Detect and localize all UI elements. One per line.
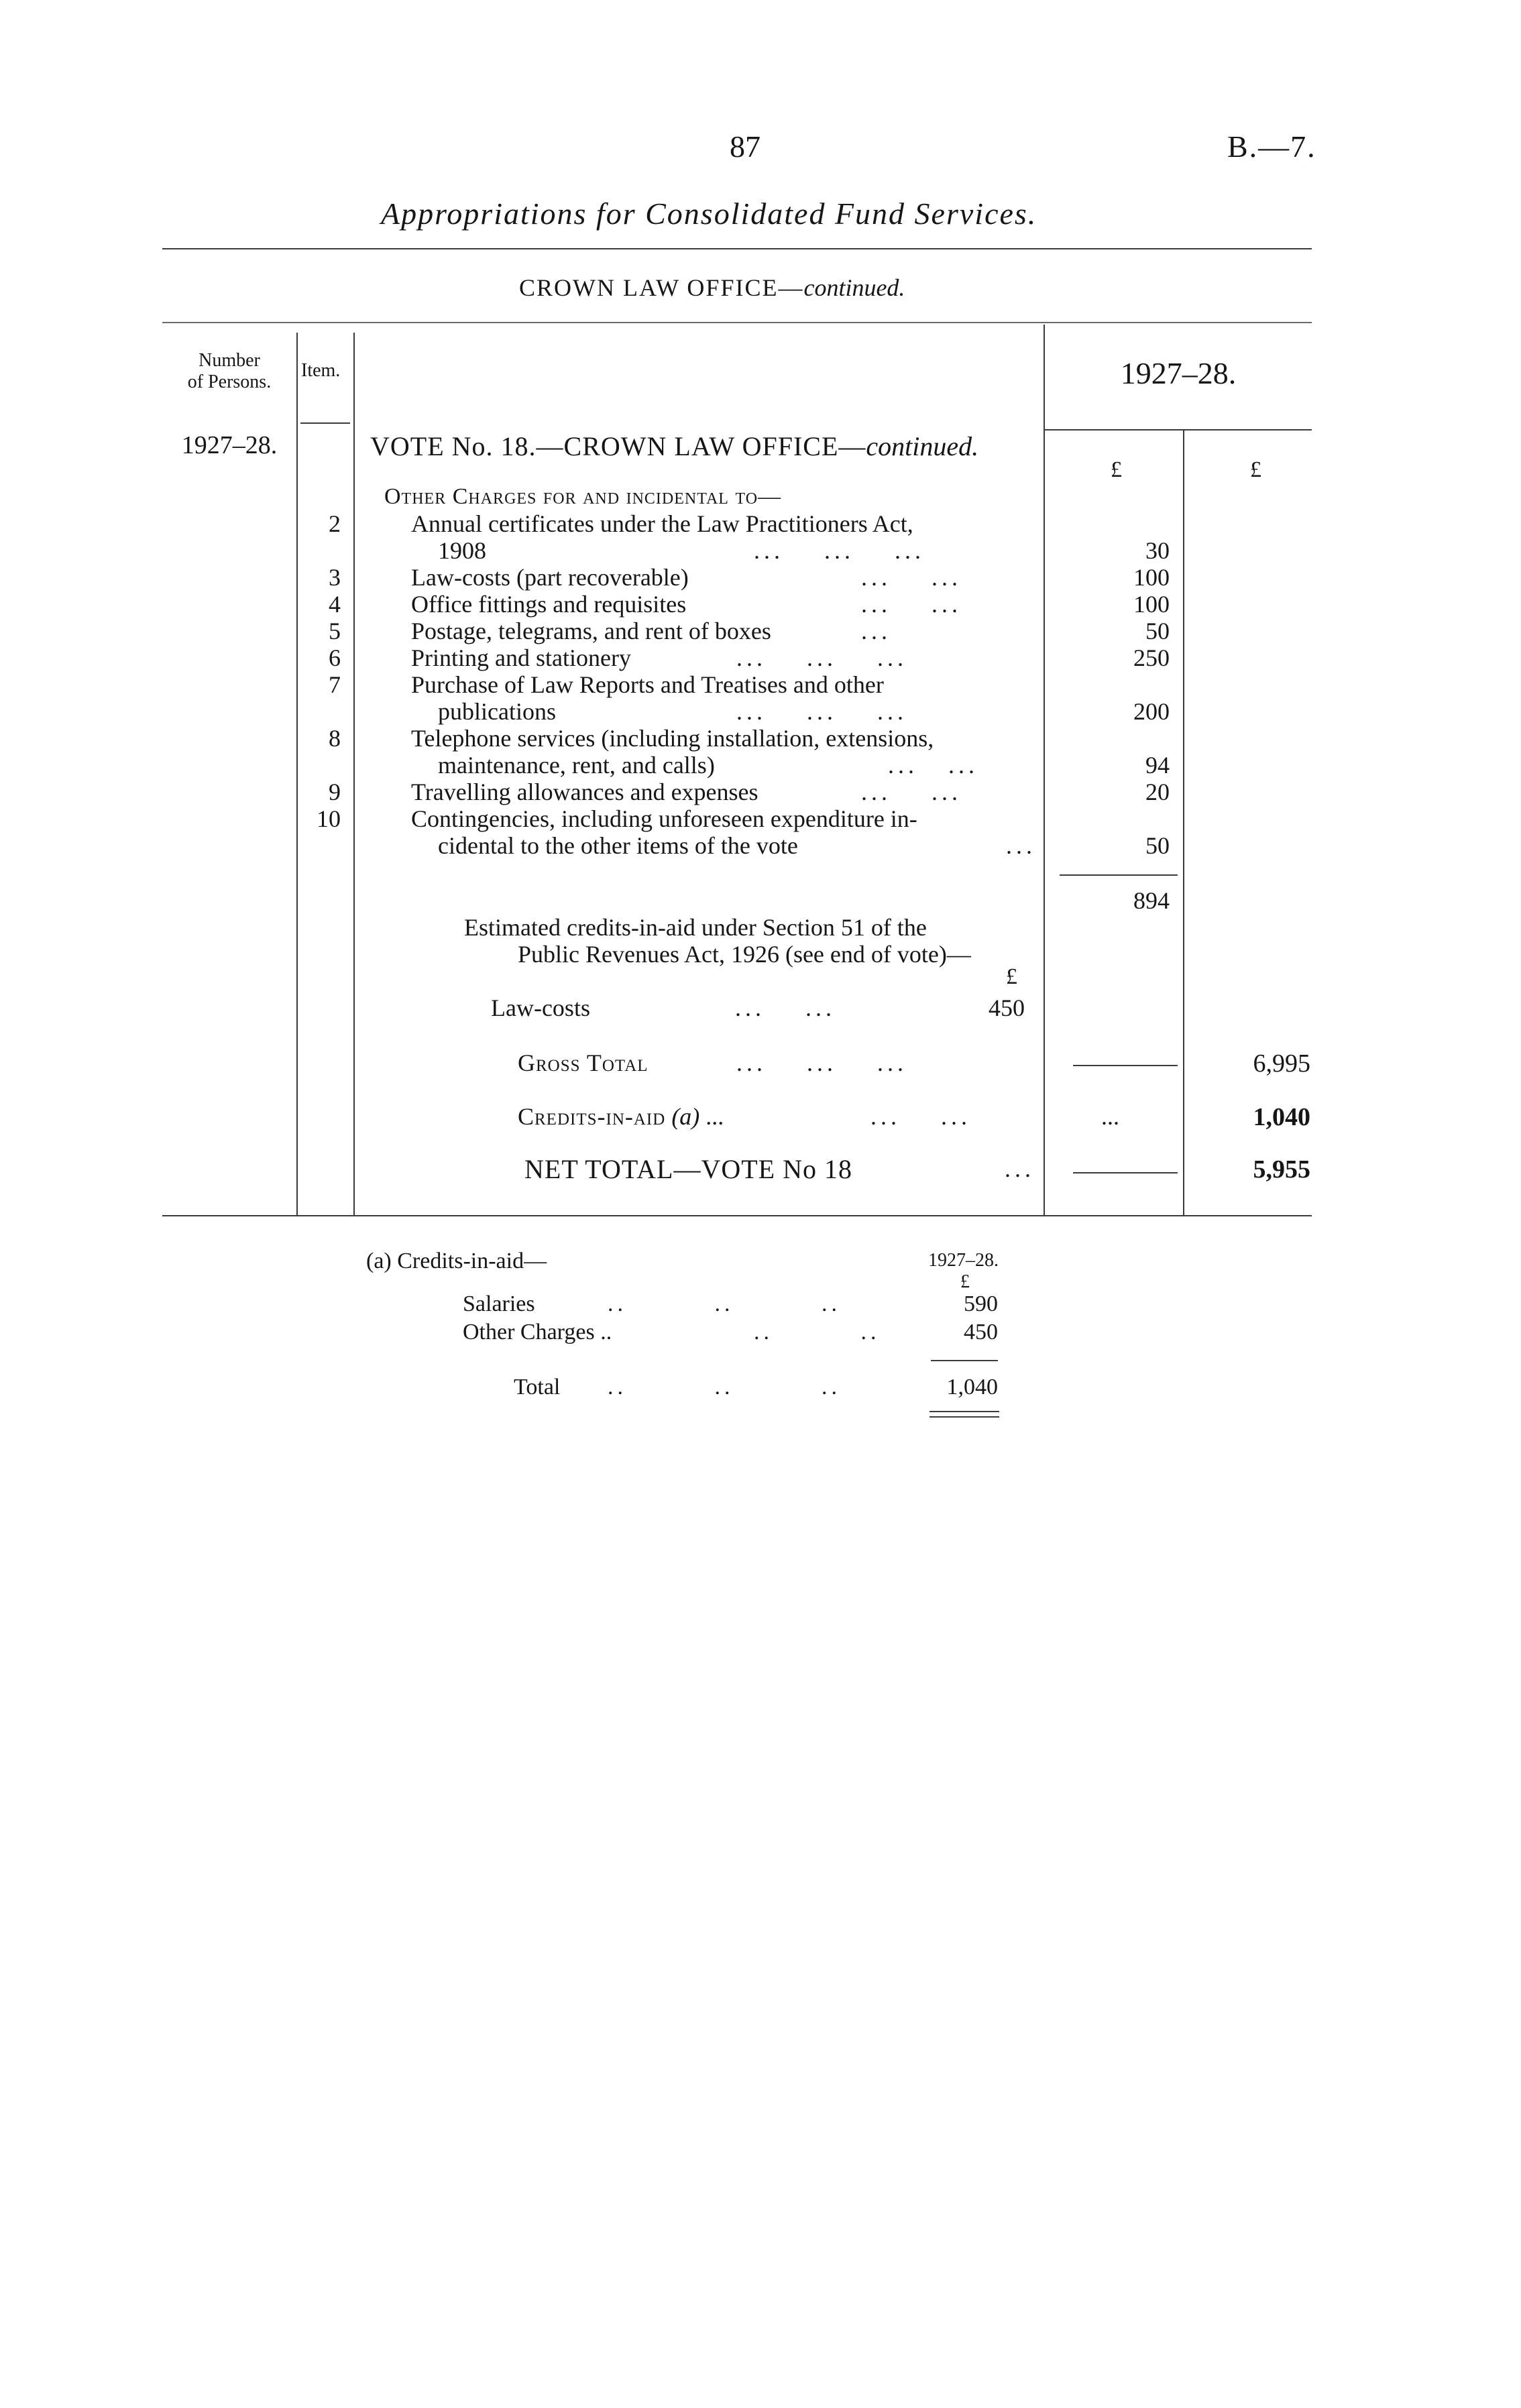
item-description: Annual certificates under the Law Practitioners Act, bbox=[411, 510, 913, 537]
leader-dots: ... bbox=[1006, 832, 1036, 859]
leader-dots: ... ... bbox=[735, 994, 836, 1021]
header-item: Item. bbox=[301, 360, 341, 381]
item-amount: 200 bbox=[1133, 698, 1170, 725]
footnote-row-value: 590 bbox=[964, 1292, 998, 1316]
column-divider-amounts bbox=[1183, 431, 1184, 1216]
gross-total-value: 6,995 bbox=[1253, 1049, 1310, 1078]
gross-total-label: Gross Total bbox=[518, 1049, 649, 1076]
item-description-continued: maintenance, rent, and calls) bbox=[438, 752, 715, 779]
item-amount: 94 bbox=[1145, 752, 1170, 779]
item-description: Contingencies, including unforeseen expenditure in- bbox=[411, 805, 917, 832]
pound-sign-col2: £ bbox=[1250, 457, 1261, 482]
item-description: Law-costs (part recoverable) bbox=[411, 564, 689, 591]
gross-total-dash bbox=[1073, 1065, 1178, 1066]
footnote-total-value: 1,040 bbox=[946, 1375, 998, 1399]
item-description-continued: cidental to the other items of the vote bbox=[438, 832, 798, 859]
section-subtitle: CROWN LAW OFFICE—continued. bbox=[519, 274, 905, 301]
leader-dots: .. .. .. bbox=[608, 1292, 841, 1316]
item-description-continued: 1908 bbox=[438, 537, 486, 564]
item-description: Travelling allowances and expenses bbox=[411, 779, 758, 805]
footnote-row-label: Salaries bbox=[463, 1292, 535, 1316]
footnote-row-label: Other Charges .. bbox=[463, 1320, 612, 1344]
law-costs-value: 450 bbox=[989, 994, 1025, 1021]
item-number: 8 bbox=[329, 725, 341, 752]
net-total-dash bbox=[1073, 1172, 1178, 1173]
item-number: 9 bbox=[329, 779, 341, 805]
item-description: Office fittings and requisites bbox=[411, 591, 687, 618]
footnote-total-rule bbox=[931, 1360, 998, 1361]
net-total-label: NET TOTAL—VOTE No 18 bbox=[524, 1154, 852, 1184]
header-number-of-persons: Number of Persons. bbox=[187, 350, 272, 392]
item-number: 2 bbox=[329, 510, 341, 537]
footnote-double-rule-bottom bbox=[929, 1416, 999, 1418]
item-amount: 50 bbox=[1145, 618, 1170, 644]
page-number: 87 bbox=[730, 129, 760, 164]
item-description: Postage, telegrams, and rent of boxes bbox=[411, 618, 771, 644]
item-number: 6 bbox=[329, 644, 341, 671]
leader-dots: ... ... ... bbox=[754, 537, 925, 564]
leader-dots: ... ... ... bbox=[736, 644, 907, 671]
credits-in-aid-mid: ... bbox=[1101, 1103, 1119, 1130]
item-number: 7 bbox=[329, 671, 341, 698]
credits-note-line1: Estimated credits-in-aid under Section 51 of the bbox=[464, 914, 927, 941]
item-amount: 100 bbox=[1133, 591, 1170, 618]
leader-dots: ... ... bbox=[861, 591, 962, 618]
item-amount: 50 bbox=[1145, 832, 1170, 859]
item-header-underline bbox=[300, 422, 350, 424]
credits-in-aid-label: Credits-in-aid (a) ... bbox=[518, 1103, 724, 1130]
item-number: 5 bbox=[329, 618, 341, 644]
net-total-value: 5,955 bbox=[1253, 1155, 1310, 1184]
year-header-rule bbox=[1044, 429, 1312, 431]
leader-dots: ... ... bbox=[888, 752, 978, 779]
item-description: Telephone services (including installation, extensions, bbox=[411, 725, 934, 752]
item-description: Printing and stationery bbox=[411, 644, 631, 671]
document-reference: B.—7. bbox=[1227, 129, 1316, 164]
subtotal-rule bbox=[1060, 874, 1178, 876]
column-divider-persons bbox=[296, 333, 298, 1216]
page-title: Appropriations for Consolidated Fund Services. bbox=[381, 196, 1037, 231]
leader-dots: .. .. .. bbox=[608, 1375, 841, 1399]
item-number: 10 bbox=[317, 805, 341, 832]
footnote-row-value: 450 bbox=[964, 1320, 998, 1344]
law-costs-label: Law-costs bbox=[491, 994, 590, 1021]
item-description: Purchase of Law Reports and Treatises and other bbox=[411, 671, 884, 698]
item-number: 4 bbox=[329, 591, 341, 618]
footnote-year: 1927–28. bbox=[928, 1250, 999, 1271]
vote-title: VOTE No. 18.—CROWN LAW OFFICE—continued. bbox=[370, 431, 979, 461]
footnote-total-label: Total bbox=[514, 1375, 561, 1399]
subtotal-amount: 894 bbox=[1133, 887, 1170, 914]
leader-dots: ... bbox=[861, 618, 891, 644]
title-rule bbox=[162, 248, 1312, 249]
persons-year: 1927–28. bbox=[181, 431, 278, 459]
item-description-continued: publications bbox=[438, 698, 556, 725]
item-amount: 250 bbox=[1133, 644, 1170, 671]
leader-dots: .. .. bbox=[754, 1320, 881, 1344]
leader-dots: ... ... bbox=[861, 564, 962, 591]
pound-sign-col1: £ bbox=[1111, 457, 1122, 482]
item-amount: 30 bbox=[1145, 537, 1170, 564]
table-top-rule bbox=[162, 322, 1312, 323]
leader-dots: ... bbox=[1005, 1155, 1035, 1182]
item-amount: 100 bbox=[1133, 564, 1170, 591]
section-heading: Other Charges for and incidental to— bbox=[384, 484, 782, 509]
leader-dots: ... ... ... bbox=[736, 698, 907, 725]
credits-in-aid-value: 1,040 bbox=[1253, 1103, 1310, 1131]
footnote-pound: £ bbox=[960, 1271, 970, 1292]
footnote-label: (a) Credits-in-aid— bbox=[366, 1249, 547, 1273]
header-year: 1927–28. bbox=[1120, 356, 1237, 390]
column-divider-item bbox=[353, 333, 355, 1216]
item-number: 3 bbox=[329, 564, 341, 591]
table-bottom-rule bbox=[162, 1215, 1312, 1216]
credits-note-line2: Public Revenues Act, 1926 (see end of vote)— bbox=[518, 941, 971, 968]
leader-dots: ... ... bbox=[870, 1103, 971, 1130]
leader-dots: ... ... bbox=[861, 779, 962, 805]
item-amount: 20 bbox=[1145, 779, 1170, 805]
credits-note-pound: £ bbox=[1006, 964, 1017, 989]
leader-dots: ... ... ... bbox=[736, 1049, 907, 1076]
footnote-double-rule-top bbox=[929, 1411, 999, 1412]
